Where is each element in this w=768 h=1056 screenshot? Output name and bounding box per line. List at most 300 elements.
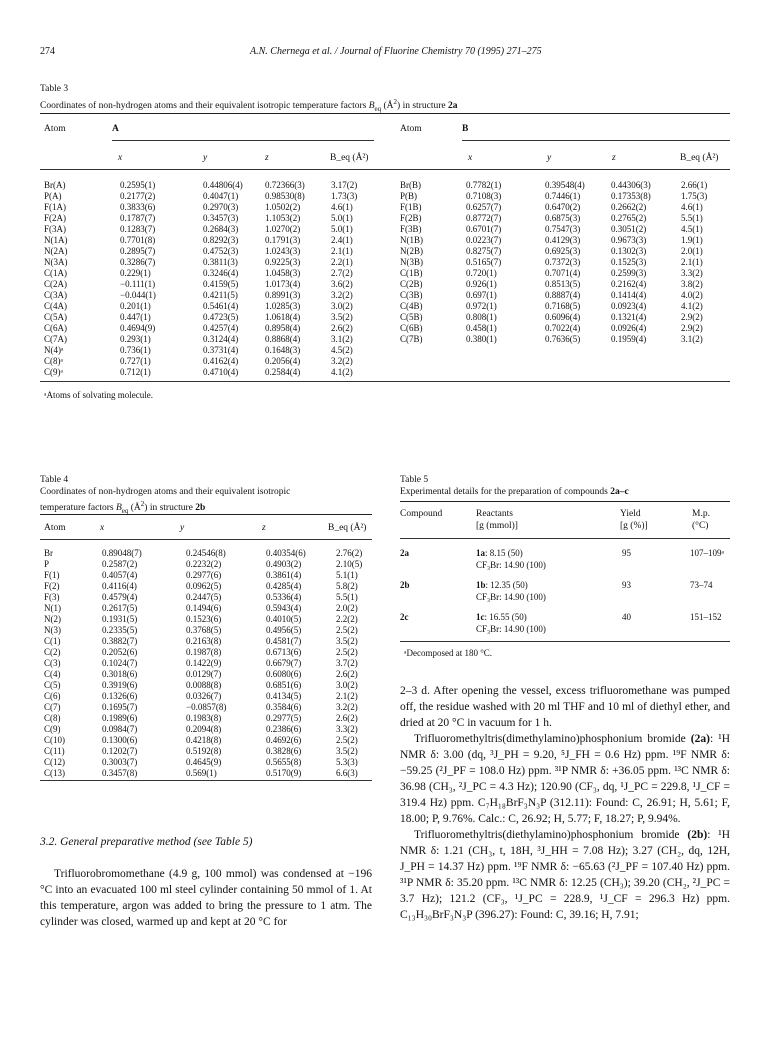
table3-a-cell: 0.4159(5) [203,279,239,289]
compound-2a-name: Trifluoromethyltris(dimethylamino)phosphonium bromide [414,733,686,745]
table3-b-cell: 0.1321(4) [611,312,647,322]
table3-a-cell: 0.2595(1) [120,180,156,190]
table4-bottom-rule [40,780,372,781]
table3-b-cell: 0.8513(5) [545,279,581,289]
table3-a-row [44,312,371,323]
table4-cell: 0.4285(4) [266,581,302,591]
table3-a-cell: 0.3731(4) [203,345,239,355]
table3-a-cell: 1.0243(3) [265,246,301,256]
table4-caption-line2: temperature factors $B_{eq}$ $(Å^2)$ in structure 2b [40,500,206,516]
table4-top-rule [40,514,372,515]
table3-b-cell: 0.2662(2) [611,202,647,212]
table3-a-cell: 3.5(2) [331,312,353,322]
table3-b-cell: 0.3051(2) [611,224,647,234]
table5-reactant-1 [476,548,523,558]
table3-a-row [44,246,371,257]
table4-cell: 0.2617(5) [102,603,138,613]
table4-cell: 0.2335(5) [102,625,138,635]
table4-cell: 3.5(2) [336,636,358,646]
table5-col-yield: Yield [620,509,641,519]
table4-row [44,581,376,592]
table3-a-cell: 4.1(2) [331,367,353,377]
table4-body [44,548,376,779]
table3-b-row [400,180,721,191]
table5-mp: 107–109ᵃ [690,548,724,558]
table4-cell: Br [44,548,53,558]
table4-cell: C(10) [44,735,65,745]
table3-b-cell: 0.7782(1) [466,180,502,190]
table5-reactant-1-compound: 1a [476,548,485,558]
table5-yield: 40 [622,612,631,622]
table5-caption: Experimental details for the preparation of compounds 2a–c [400,487,629,497]
table4-col-y: y [180,523,185,533]
table4-cell: 3.2(2) [336,702,358,712]
table4-cell: 0.3861(4) [266,570,302,580]
table4-cell: C(3) [44,658,61,668]
table4-cell: C(11) [44,746,65,756]
table3-b-cell: C(1B) [400,268,423,278]
table3-a-cell: C(8)ᵃ [44,356,63,366]
table4-cell: 3.0(2) [336,680,358,690]
table3-a-cell: N(4)ᵃ [44,345,64,355]
table3-a-cell: 1.0618(4) [265,312,301,322]
table3-a-cell: 0.5461(4) [203,301,239,311]
table3-a-cell: 1.1053(2) [265,213,301,223]
table3-a-cell: 0.1283(7) [120,224,156,234]
table3-a-cell: 0.3246(4) [203,268,239,278]
table4-cell: 0.2094(8) [186,724,222,734]
table3-col-x-a: x [118,153,123,163]
table3-b-cell: 0.0223(7) [466,235,502,245]
table4-cell: 0.24546(8) [186,548,226,558]
table4-row [44,746,376,757]
table4-cell: 0.1983(8) [186,713,222,723]
table4-cell: 0.2386(6) [266,724,302,734]
table4-cell: 3.3(2) [336,724,358,734]
table3-a-row [44,257,371,268]
table3-a-cell: 5.0(1) [331,224,353,234]
table3-a-cell: F(3A) [44,224,66,234]
table4-cell: 5.3(3) [336,757,358,767]
table4-cell: 0.3457(8) [102,768,138,778]
table4-cell: 5.1(1) [336,570,358,580]
table4-col-z: z [262,523,266,533]
table3-b-cell: 2.66(1) [681,180,708,190]
table3-b-row [400,279,721,290]
table3-a-row [44,191,371,202]
table3-footnote: ᵃAtoms of solvating molecule. [44,390,153,400]
table3-b-cell: 0.2599(3) [611,268,647,278]
table3-a-cell: 0.201(1) [120,301,151,311]
table4-cell: C(2) [44,647,61,657]
table3-a-cell: 0.4710(4) [203,367,239,377]
table3-a-cell: 0.2684(3) [203,224,239,234]
table3-a-cell: 0.8292(3) [203,235,239,245]
table3-b-cell: 0.7636(5) [545,334,581,344]
table4-row [44,592,376,603]
table4-cell: 2.1(2) [336,691,358,701]
table4-cell: N(3) [44,625,61,635]
table3-a-cell: 0.229(1) [120,268,151,278]
table3-a-cell: 0.1787(7) [120,213,156,223]
table3-b-cell: 2.1(1) [681,257,703,267]
table4-row [44,702,376,713]
compound-2b-name: Trifluoromethyltris(diethylamino)phosphonium bromide [414,829,680,841]
table3-a-cell: 0.4752(3) [203,246,239,256]
table4-cell: F(2) [44,581,60,591]
table3-a-cell: 0.8991(3) [265,290,301,300]
table3-b-cell: 0.0926(4) [611,323,647,333]
table3-a-cell: 0.4257(4) [203,323,239,333]
table4-row [44,680,376,691]
table4-cell: C(9) [44,724,61,734]
table3-b-cell: 2.0(1) [681,246,703,256]
table3-b-cell: N(2B) [400,246,423,256]
table5-reactant-2: CF₃Br: 14.90 (100) [476,592,546,602]
table4-cell: 0.6679(7) [266,658,302,668]
table3-body-a [44,180,371,378]
table3-b-cell: C(3B) [400,290,423,300]
right-paragraph-1: 2–3 d. After opening the vessel, excess trifluoromethane was pumped off, the residue washed with 20 ml THF and 10 ml of diethyl ether, and dried at 20 °C in vacuum for 1 h. [400,685,730,729]
table3-b-cell: 2.9(2) [681,323,703,333]
table3-a-row [44,224,371,235]
table4-cell: 0.5943(4) [266,603,302,613]
table4-cell: C(8) [44,713,61,723]
table3-b-row [400,301,721,312]
table3-a-cell: 2.7(2) [331,268,353,278]
table3-b-cell: 0.6875(3) [545,213,581,223]
table3-a-cell: 0.2056(4) [265,356,301,366]
table3-a-cell: 0.4694(9) [120,323,156,333]
table3-a-cell: −0.111(1) [120,279,156,289]
table3-b-cell: 0.6470(2) [545,202,581,212]
table4-row [44,768,376,779]
table3-a-cell: 0.3124(4) [203,334,239,344]
table4-row [44,603,376,614]
table4-cell: 0.3584(6) [266,702,302,712]
table3-b-cell: 0.5165(7) [466,257,502,267]
table4-cell: 0.89048(7) [102,548,142,558]
table3-b-cell: 0.6257(7) [466,202,502,212]
table3-b-cell: 2.9(2) [681,312,703,322]
table3-a-cell: 0.727(1) [120,356,151,366]
table4-cell: 0.2052(6) [102,647,138,657]
table3-b-cell: 0.7071(4) [545,268,581,278]
table4-cell: 3.5(2) [336,746,358,756]
table5-bottom-rule [400,641,730,642]
table5-compound: 2a [400,548,409,558]
table3-b-cell: 0.44306(3) [611,180,651,190]
table5-mp: 151–152 [690,612,722,622]
table3-a-cell: 0.3457(3) [203,213,239,223]
table3-a-cell: 0.7701(8) [120,235,156,245]
table3-b-cell: F(1B) [400,202,422,212]
table4-cell: 0.1989(6) [102,713,138,723]
table4-cell: 0.2232(2) [186,559,222,569]
table4-cell: 0.1695(7) [102,702,138,712]
table3-a-cell: 2.2(1) [331,257,353,267]
table4-row [44,647,376,658]
table4-cell: 0.3003(7) [102,757,138,767]
table4-cell: N(2) [44,614,61,624]
table3-b-cell: N(3B) [400,257,423,267]
table4-row [44,724,376,735]
table5-col-yield-unit: [g (%)] [620,521,648,531]
table3-a-cell: 0.2970(3) [203,202,239,212]
table3-b-cell: C(5B) [400,312,423,322]
table4-row [44,559,376,570]
table3-b-cell: 0.7372(3) [545,257,581,267]
table4-cell: 0.0088(8) [186,680,222,690]
table3-a-cell: C(3A) [44,290,67,300]
table3-a-cell: 1.0173(4) [265,279,301,289]
table3-b-row [400,224,721,235]
table5-mp: 73–74 [690,580,713,590]
table3-b-cell: 3.8(2) [681,279,703,289]
journal-running-head: A.N. Chernega et al. / Journal of Fluorine Chemistry 70 (1995) 271–275 [250,46,542,57]
table4-cell: 0.4645(9) [186,757,222,767]
table4-cell: 2.2(2) [336,614,358,624]
table3-a-cell: 0.2584(4) [265,367,301,377]
table3-a-cell: N(2A) [44,246,68,256]
table4-cell: 0.1523(6) [186,614,222,624]
table3-a-cell: Br(A) [44,180,66,190]
table3-b-cell: C(6B) [400,323,423,333]
table3-b-cell: 0.720(1) [466,268,497,278]
table3-a-cell: N(1A) [44,235,68,245]
table4-cell: 0.4579(4) [102,592,138,602]
table3-a-row [44,301,371,312]
table3-a-cell: 1.0270(2) [265,224,301,234]
table4-cell: 0.1931(5) [102,614,138,624]
table3-a-cell: 0.2177(2) [120,191,156,201]
table4-row [44,548,376,559]
table3-b-cell: 1.9(1) [681,235,703,245]
table3-top-rule [40,113,730,114]
table3-b-cell: 4.0(2) [681,290,703,300]
table3-a-cell: 0.712(1) [120,367,151,377]
table3-b-row [400,235,721,246]
table3-b-cell: 0.6925(3) [545,246,581,256]
table5-reactant-1-amount: : 16.55 (50) [484,612,527,622]
table4-cell: C(1) [44,636,61,646]
page-number: 274 [40,46,55,57]
table3-b-cell: 4.6(1) [681,202,703,212]
table3-a-row [44,290,371,301]
table3-a-cell: P(A) [44,191,62,201]
table4-cell: 0.3768(5) [186,625,222,635]
table3-a-cell: 3.17(2) [331,180,358,190]
table5-reactant-2: CF₃Br: 14.90 (100) [476,624,546,634]
table3-a-cell: 0.1791(3) [265,235,301,245]
table3-a-row [44,180,371,191]
table3-b-cell: 0.17353(8) [611,191,651,201]
table4-cell: 0.4956(5) [266,625,302,635]
table3-group-a-rule [112,140,374,141]
table5-top-rule [400,501,730,502]
table3-a-cell: 1.0502(2) [265,202,301,212]
table3-b-row [400,312,721,323]
table4-cell: 0.2163(8) [186,636,222,646]
table4-cell: C(4) [44,669,61,679]
table5-compound: 2c [400,612,409,622]
table4-cell: C(12) [44,757,65,767]
table4-cell: 0.0129(7) [186,669,222,679]
table4-cell: 2.10(5) [336,559,363,569]
table3-b-cell: 0.7547(3) [545,224,581,234]
table3-b-cell: P(B) [400,191,418,201]
table3-a-cell: C(4A) [44,301,67,311]
table4-row [44,735,376,746]
table3-b-cell: 3.3(2) [681,268,703,278]
table3-col-y-a: y [203,153,208,163]
table3-a-cell: 0.4162(4) [203,356,239,366]
table3-b-cell: 4.1(2) [681,301,703,311]
table3-a-cell: C(7A) [44,334,67,344]
table4-cell: F(3) [44,592,60,602]
table4-cell: 0.1422(9) [186,658,222,668]
table3-caption-text: Coordinates of non-hydrogen atoms and their equivalent isotropic temperature factors $B_{eq}$ $(Å^2)$ in structure 2a [40,98,458,114]
table3-a-cell: 1.0285(3) [265,301,301,311]
compound-2b-data: : ¹H NMR δ: 1.21 (CH₃, t, 18H, ³J_HH = 7.08 Hz); 3.27 (CH₂, dq, 12H, J_PH = 14.37 Hz) ppm. ¹⁹F NMR δ: −65.63 (²J_PF = 107.40 Hz) ppm. ³¹P NMR δ: 35.20 ppm. ¹³C NMR δ: 12.25 (CH₃); 39.20 (CH₂, ²J_PC = 3.7 Hz); 121.2 (CF₃, ¹J_PC = 228.9, ¹J_CF = 296.3 Hz) ppm. C₁₃H₃₀BrF₃N₃P (396.27): Found: C, 39.16; H, 7.91; [400,829,731,921]
table5-yield: 93 [622,580,631,590]
table3-b-cell: 3.1(2) [681,334,703,344]
table3-b-row [400,213,721,224]
table4-row [44,658,376,669]
table4-cell: 0.2977(5) [266,713,302,723]
table3-b-cell: 0.1959(4) [611,334,647,344]
table4-cell: 3.7(2) [336,658,358,668]
table3-a-row [44,356,371,367]
right-paragraph-3 [400,827,730,923]
table3-a-row [44,323,371,334]
table4-row [44,625,376,636]
table3-a-cell: 3.2(2) [331,290,353,300]
table4-cell: 0.4116(4) [102,581,137,591]
table3-a-cell: 3.6(2) [331,279,353,289]
section-heading: 3.2. General preparative method (see Table 5) [40,836,253,848]
table3-b-row [400,290,721,301]
table3-a-cell: F(1A) [44,202,66,212]
table3-a-cell: 0.4211(5) [203,290,238,300]
table4-cell: 2.0(2) [336,603,358,613]
table3-b-cell: 0.8275(7) [466,246,502,256]
table3-a-cell: 0.736(1) [120,345,151,355]
table3-a-cell: C(2A) [44,279,67,289]
table3-a-cell: 0.1648(3) [265,345,301,355]
table3-b-cell: F(3B) [400,224,422,234]
table3-a-cell: C(9)ᵃ [44,367,63,377]
table3-b-cell: C(7B) [400,334,423,344]
table3-b-cell: 0.926(1) [466,279,497,289]
table3-a-cell: 0.3833(6) [120,202,156,212]
table3-col-y-b: y [547,153,552,163]
table3-a-cell: C(6A) [44,323,67,333]
table3-a-cell: 2.6(2) [331,323,353,333]
table3-b-cell: N(1B) [400,235,423,245]
table3-a-cell: −0.044(1) [120,290,156,300]
table5-label: Table 5 [400,475,429,485]
table4-cell: 6.6(3) [336,768,358,778]
table3-b-cell: 0.8887(4) [545,290,581,300]
table5-reactant-2: CF₃Br: 14.90 (100) [476,560,546,570]
table3-a-cell: 0.447(1) [120,312,151,322]
table4-cell: 0.1202(7) [102,746,138,756]
table3-a-row [44,268,371,279]
table3-b-cell: 0.7108(3) [466,191,502,201]
table4-cell: 0.40354(6) [266,548,306,558]
table3-a-cell: N(3A) [44,257,68,267]
table4-cell: 0.5192(8) [186,746,222,756]
table3-b-cell: 0.6701(7) [466,224,502,234]
table3-b-cell: 0.2765(2) [611,213,647,223]
table3-b-cell: 0.697(1) [466,290,497,300]
table3-col-z-b: z [612,153,616,163]
table3-b-row [400,202,721,213]
table4-cell: 0.1326(6) [102,691,138,701]
table4-cell: F(1) [44,570,60,580]
table4-cell: 0.5655(8) [266,757,302,767]
table3-b-cell: 0.7446(1) [545,191,581,201]
table3-b-row [400,191,721,202]
table3-a-cell: 0.2895(7) [120,246,156,256]
table5-col-compound: Compound [400,509,443,519]
table4-row [44,636,376,647]
table5-reactant-1 [476,580,528,590]
table3-b-cell: 0.808(1) [466,312,497,322]
table3-b-row [400,323,721,334]
table3-a-row [44,345,371,356]
table5-reactant-1 [476,612,527,622]
table3-a-cell: 0.293(1) [120,334,151,344]
compound-2a-label: (2a) [690,733,710,745]
table3-a-cell: 2.4(1) [331,235,353,245]
table3-a-row [44,235,371,246]
compound-2b-label: (2b) [687,829,708,841]
table3-a-cell: 0.44806(4) [203,180,243,190]
table4-cell: 0.569(1) [186,768,217,778]
table4-cell: 2.76(2) [336,548,363,558]
table3-a-row [44,279,371,290]
table4-cell: 0.3828(6) [266,746,302,756]
table3-b-cell: 0.1525(3) [611,257,647,267]
table4-cell: C(5) [44,680,61,690]
table3-col-beq-a: B_eq (Å²) [330,153,369,163]
table3-a-cell: 0.72366(3) [265,180,305,190]
table3-b-cell: 0.0923(4) [611,301,647,311]
table3-a-cell: 0.8958(4) [265,323,301,333]
table4-cell: 0.2447(5) [186,592,222,602]
table5-reactant-1-compound: 1b [476,580,486,590]
table4-cell: 0.6851(6) [266,680,302,690]
table3-a-cell: 0.8868(4) [265,334,301,344]
table3-a-cell: C(1A) [44,268,67,278]
table4-row [44,713,376,724]
table4-cell: 0.4010(5) [266,614,302,624]
table4-row [44,757,376,768]
table4-cell: 0.4134(5) [266,691,302,701]
table4-cell: C(7) [44,702,61,712]
table3-b-row [400,257,721,268]
table4-col-x: x [100,523,105,533]
table3-a-cell: 2.1(1) [331,246,353,256]
table4-cell: 0.3018(6) [102,669,138,679]
table4-cell: P [44,559,50,569]
table4-cell: 0.3919(6) [102,680,138,690]
table5-col-mp: M.p. [692,509,710,519]
table4-cell: 0.6713(6) [266,647,302,657]
table3-a-cell: 1.73(3) [331,191,358,201]
